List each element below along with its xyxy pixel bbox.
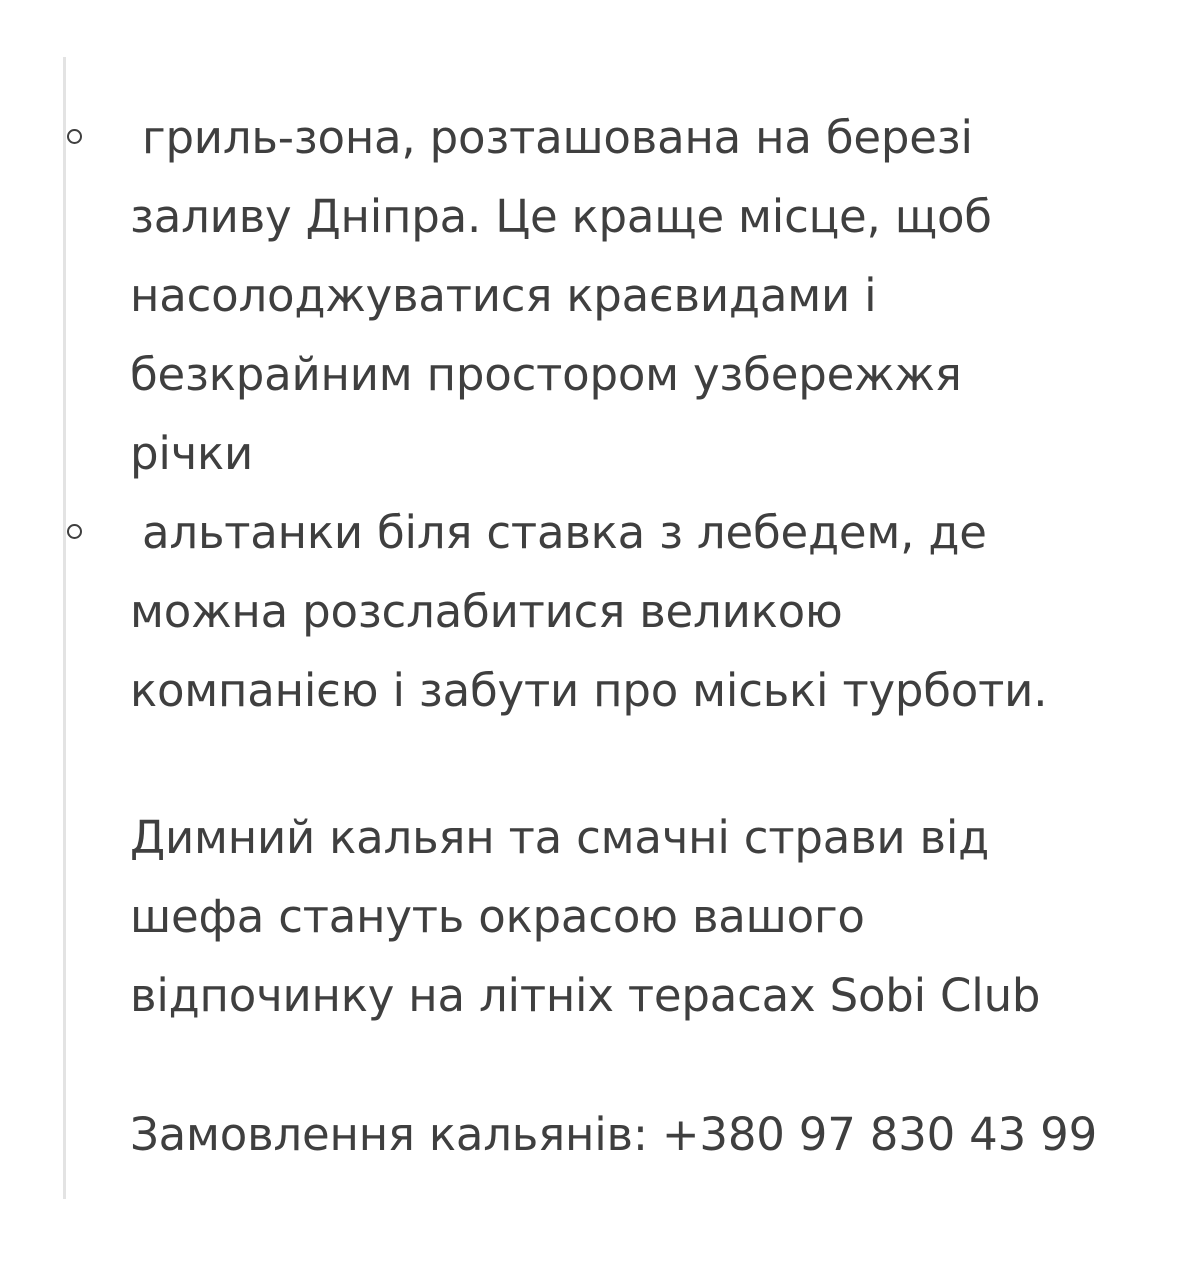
hookah-order-phone: Замовлення кальянів: +380 97 830 43 99 [130, 1108, 1097, 1161]
bullet-circle-icon [67, 129, 82, 144]
list-item-line: безкрайним простором узбережжя [130, 348, 962, 401]
list-item-line: заливу Дніпра. Це краще місце, щоб [130, 190, 992, 243]
list-item-line: компанією і забути про міські турботи. [130, 664, 1048, 717]
list-item-line: річки [130, 427, 254, 480]
blockquote-rule [63, 57, 66, 1199]
contact-line [130, 1095, 1160, 1174]
paragraph-line: відпочинку на літніх терасах Sobi Club [130, 969, 1041, 1022]
list-item-line: гриль-зона, розташована на березі [142, 111, 973, 164]
list-item-line: можна розслабитися великою [130, 585, 843, 638]
paragraph-line: Димний кальян та смачні страви від [130, 811, 990, 864]
list-item [130, 493, 1160, 730]
list-item-line: насолоджуватися краєвидами і [130, 269, 877, 322]
bullet-circle-icon [67, 524, 82, 539]
description-paragraph [130, 798, 1160, 1035]
list-item [130, 98, 1160, 493]
paragraph-line: шефа стануть окрасою вашого [130, 890, 865, 943]
list-item-line: альтанки біля ставка з лебедем, де [142, 506, 987, 559]
